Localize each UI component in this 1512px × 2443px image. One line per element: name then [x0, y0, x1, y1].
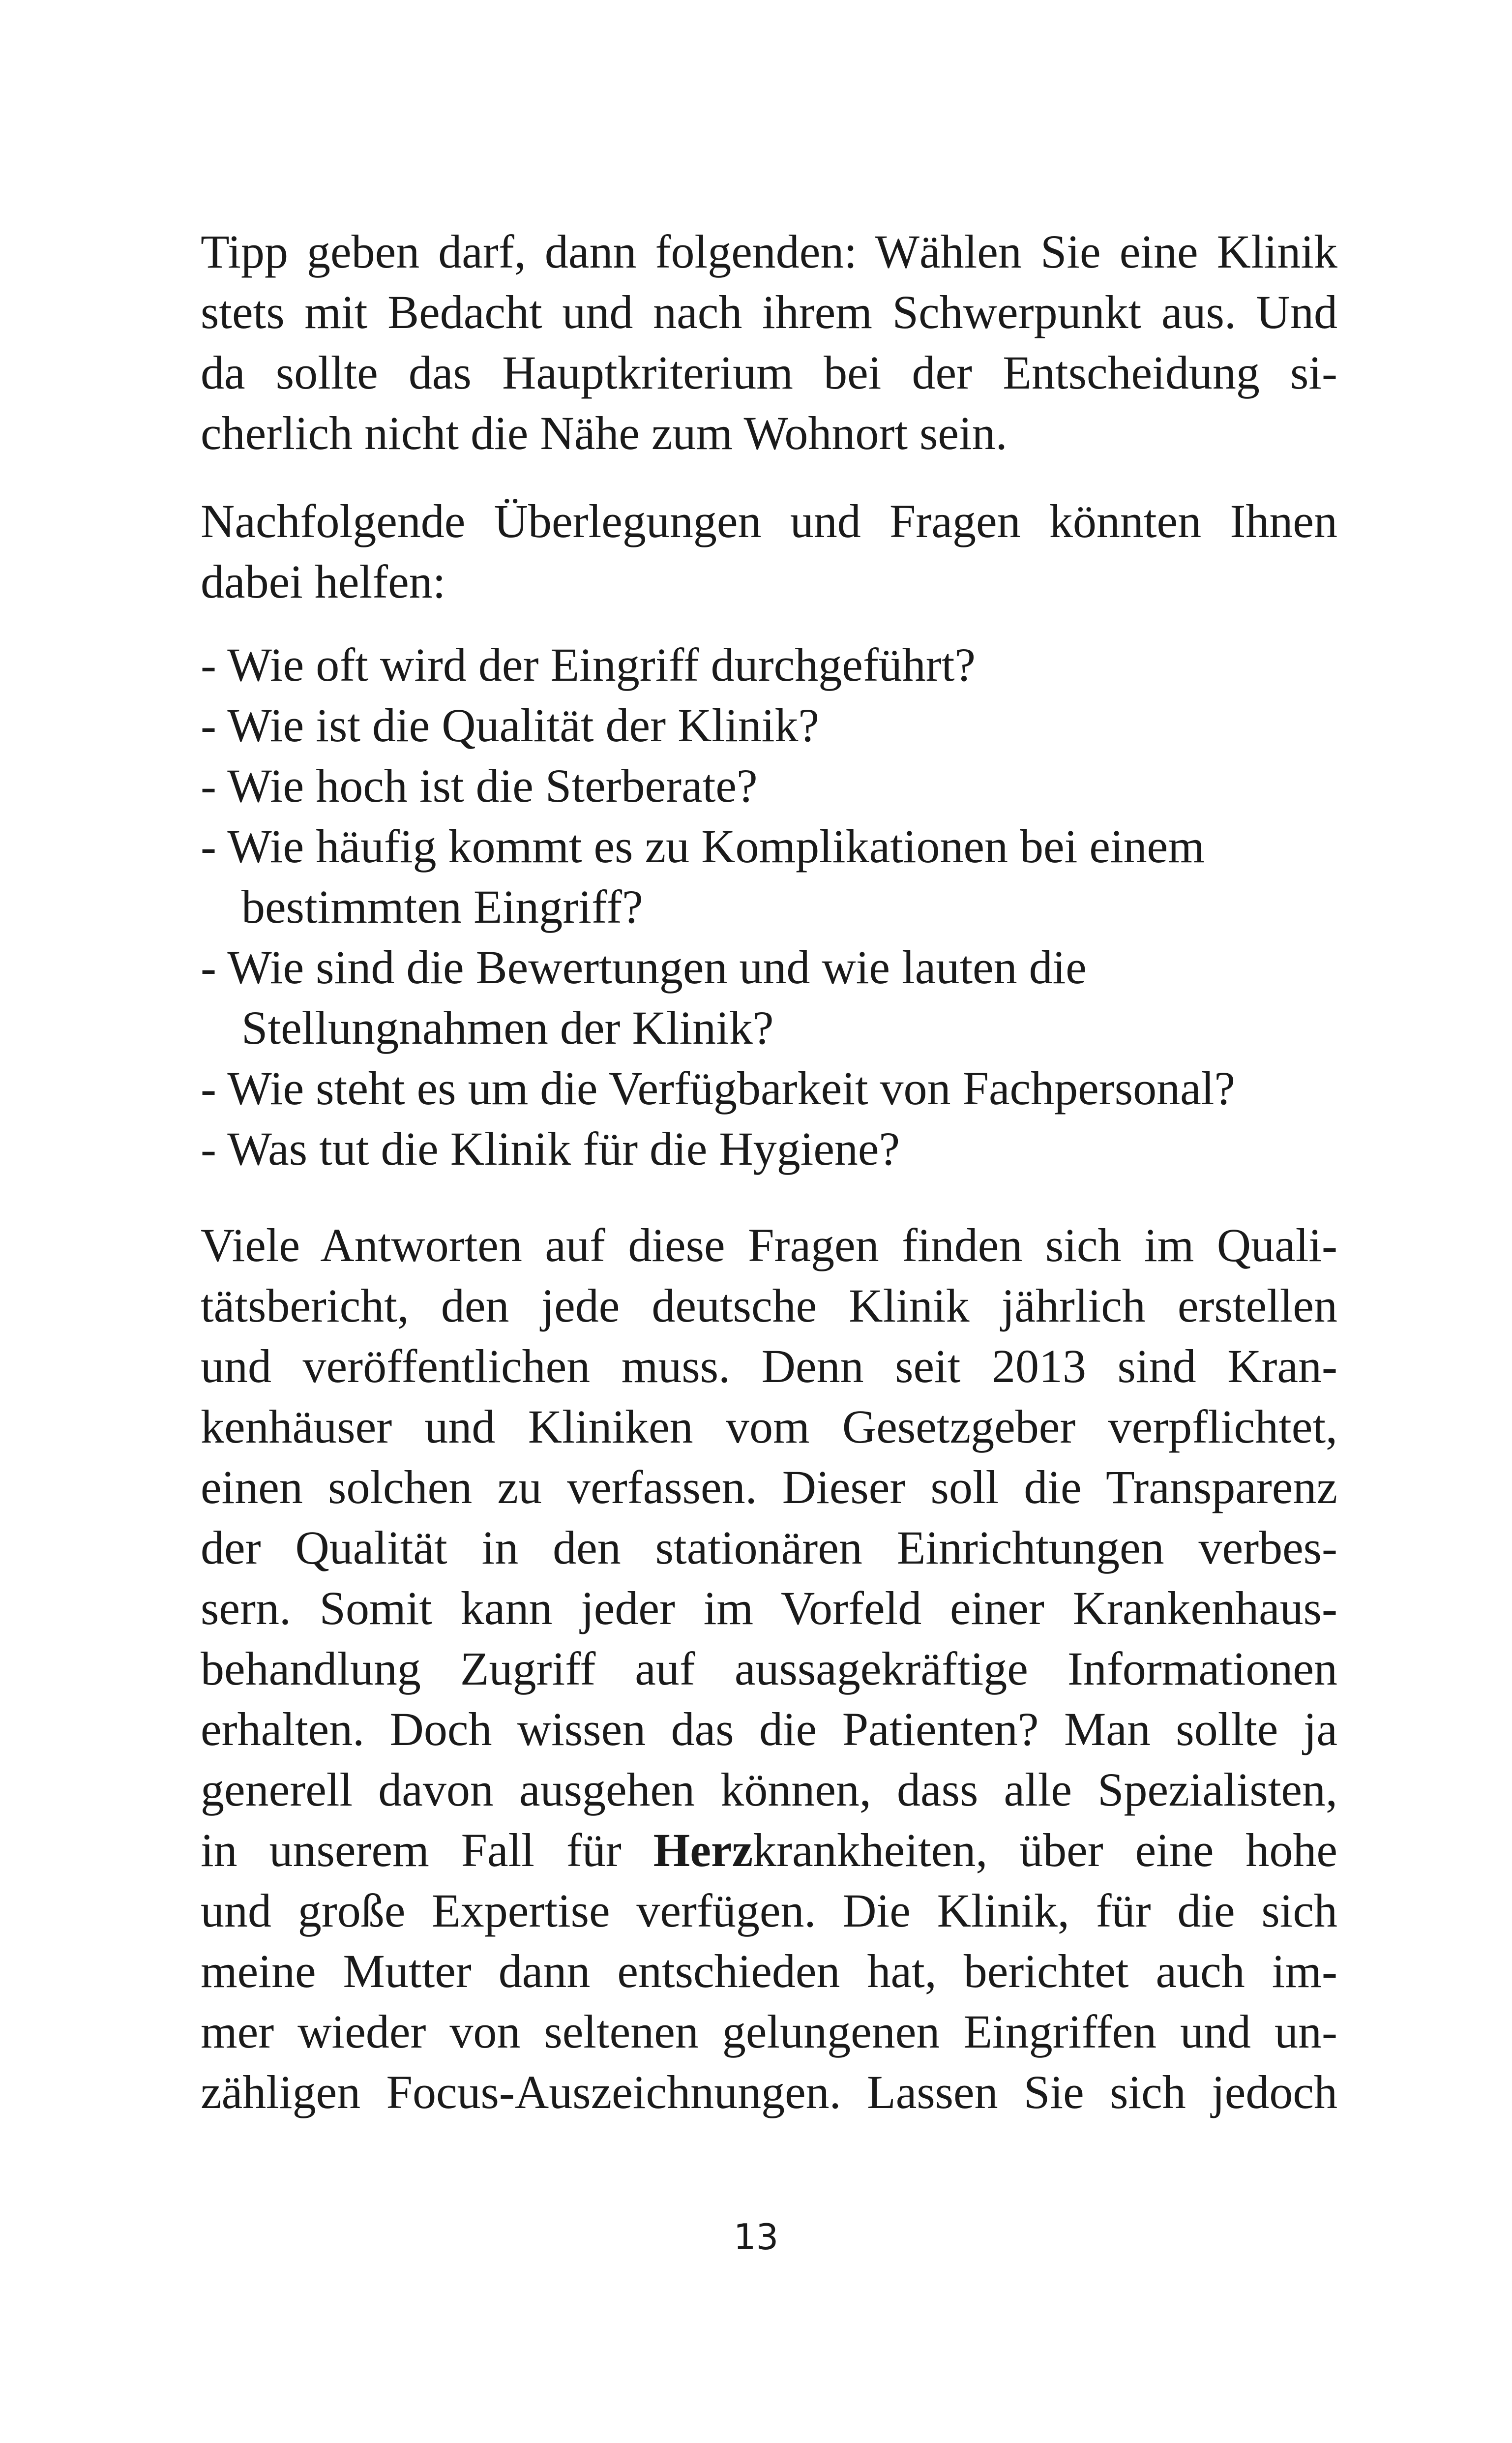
- text-line: und große Expertise verfügen. Die Klinik, für die sich: [201, 1884, 1337, 1937]
- text-line: stets mit Bedacht und nach ihrem Schwerpunkt aus. Und: [201, 286, 1337, 338]
- text-line: Nachfolgende Überlegungen und Fragen könnten Ihnen: [201, 495, 1337, 547]
- list-item-continuation: Stellungnahmen der Klinik?: [241, 1001, 774, 1054]
- list-item: - Wie oft wird der Eingriff durchgeführt?: [201, 638, 976, 691]
- list-item: - Wie ist die Qualität der Klinik?: [201, 699, 820, 752]
- text-line: Tipp geben darf, dann folgenden: Wählen Sie eine Klinik: [201, 225, 1337, 278]
- list-item: - Wie hoch ist die Sterberate?: [201, 759, 758, 812]
- text-fragment: krankheiten, über eine hohe: [753, 1824, 1338, 1876]
- page-number: 13: [733, 2216, 779, 2258]
- text-line: behandlung Zugriff auf aussagekräftige Informationen: [201, 1642, 1337, 1695]
- text-line: tätsbericht, den jede deutsche Klinik jährlich erstellen: [201, 1279, 1337, 1332]
- text-line: der Qualität in den stationären Einrichtungen verbes-: [201, 1521, 1337, 1574]
- text-line: generell davon ausgehen können, dass alle Spezialisten,: [201, 1763, 1337, 1816]
- text-line-with-emphasis: [201, 1820, 1337, 1880]
- paragraph-quality-report: [201, 1215, 1337, 2122]
- text-fragment: in unserem Fall für: [201, 1824, 653, 1876]
- text-line: cherlich nicht die Nähe zum Wohnort sein.: [201, 407, 1008, 459]
- question-list: [201, 634, 1337, 1179]
- text-line: und veröffentlichen muss. Denn seit 2013 sind Kran-: [201, 1340, 1337, 1392]
- emphasized-word: Herz: [653, 1824, 753, 1876]
- paragraph-questions-intro: [201, 491, 1337, 612]
- text-line: meine Mutter dann entschieden hat, berichtet auch im-: [201, 1945, 1337, 1997]
- text-line: einen solchen zu verfassen. Dieser soll die Transparenz: [201, 1461, 1337, 1513]
- text-line: sern. Somit kann jeder im Vorfeld einer Krankenhaus-: [201, 1582, 1337, 1634]
- list-item: - Wie häufig kommt es zu Komplikationen bei einem: [201, 820, 1205, 873]
- text-line: da sollte das Hauptkriterium bei der Entscheidung si-: [201, 346, 1337, 399]
- text-line: zähligen Focus-Auszeichnungen. Lassen Sie sich jedoch: [201, 2066, 1337, 2118]
- text-line: mer wieder von seltenen gelungenen Eingriffen und un-: [201, 2005, 1337, 2058]
- list-item: - Wie sind die Bewertungen und wie lauten die: [201, 941, 1087, 994]
- text-line: kenhäuser und Kliniken vom Gesetzgeber verpflichtet,: [201, 1400, 1337, 1453]
- text-line: erhalten. Doch wissen das die Patienten? Man sollte ja: [201, 1703, 1337, 1755]
- list-item: - Wie steht es um die Verfügbarkeit von Fachpersonal?: [201, 1062, 1235, 1115]
- text-line: Viele Antworten auf diese Fragen finden sich im Quali-: [201, 1219, 1337, 1271]
- list-item: - Was tut die Klinik für die Hygiene?: [201, 1122, 900, 1175]
- text-line: dabei helfen:: [201, 555, 446, 608]
- paragraph-clinic-advice: [201, 221, 1337, 463]
- list-item-continuation: bestimmten Eingriff?: [241, 880, 643, 933]
